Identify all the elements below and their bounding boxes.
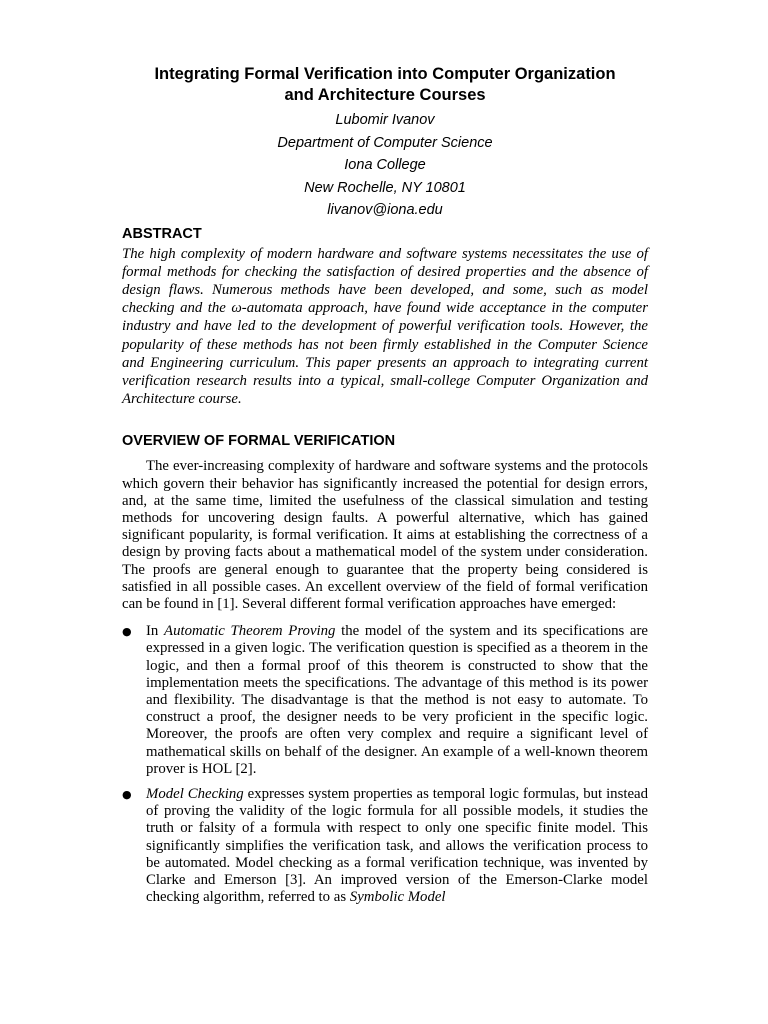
author-email: livanov@iona.edu <box>327 202 443 218</box>
overview-heading: OVERVIEW OF FORMAL VERIFICATION <box>122 433 396 450</box>
bullet-body-text: the model of the system and its specifications are expressed in a given logic. The verification question is specified as a theorem in the logic, and then a formal proof of this theorem is constructed to show that the implementation meets the specifications. The advantage of this method is its power and flexibility. The disadvantage is that the method is not easy to automate. To construct a proof, the designer needs to be very proficient in the specific logic. Moreover, the proofs are often very complex and require a significant level of mathematical skills on behalf of the designer. An example of a well-known theorem prover is HOL [2]. <box>146 623 648 777</box>
abstract-heading: ABSTRACT <box>122 225 202 242</box>
bullet-body-text: expresses system properties as temporal logic formulas, but instead of proving the validity of the logic formula for all possible models, it studies the truth or falsity of a formula with respect to only one specific finite model. This significantly simplifies the verification task, and allows the verification process to be automated. Model checking as a formal verification technique, was invented by Clarke and Emerson [3]. An improved version of the Emerson-Clarke model checking algorithm, referred to as <box>146 785 648 906</box>
approaches-list <box>122 623 648 906</box>
author-department: Department of Computer Science <box>277 134 493 151</box>
bullet-icon: ● <box>122 787 132 801</box>
abstract-text: The high complexity of modern hardware and software systems necessitates the use of formal methods for checking the satisfaction of desired properties and the absence of design flaws. Numerous methods have been developed, and some, such as model checking and the ω-automata approach, have found wide acceptance in the computer industry and have led to the development of powerful verification tools. However, the popularity of these methods has not been firmly established in the Computer Science and Engineering curriculum. This paper presents an approach to integrating current verification research results into a typical, small-college Computer Organization and Architecture course. <box>122 245 648 408</box>
overview-paragraph: The ever-increasing complexity of hardware and software systems and the protocols which govern their behavior has significantly increased the potential for design errors, and, at the same time, limited the usefulness of the classical simulation and testing methods for uncovering design faults. A powerful alternative, which has gained significant popularity, is formal verification. It aims at establishing the correctness of a design by proving facts about a mathematical model of the system under consideration. The proofs are general enough to guarantee that the property being considered is satisfied in all possible cases. An excellent overview of the field of formal verification can be found in [1]. Several different formal verification approaches have emerged: <box>122 458 648 612</box>
list-item <box>122 786 648 906</box>
author-location: New Rochelle, NY 10801 <box>304 179 466 196</box>
author-name: Lubomir Ivanov <box>335 112 435 128</box>
paper-page <box>122 64 648 914</box>
bullet-term: Model Checking <box>146 785 244 802</box>
bullet-term: Automatic Theorem Proving <box>164 623 336 640</box>
list-item <box>122 623 648 778</box>
paper-title <box>122 64 648 106</box>
bullet-lead-text: In <box>146 623 165 640</box>
bullet-trailing-term: Symbolic Model <box>349 889 446 906</box>
bullet-icon: ● <box>122 625 132 639</box>
author-block <box>122 109 648 222</box>
paper-title-line-1: Integrating Formal Verification into Computer Organization <box>154 65 616 83</box>
author-institution: Iona College <box>344 157 426 173</box>
paper-title-line-2: and Architecture Courses <box>284 86 486 104</box>
